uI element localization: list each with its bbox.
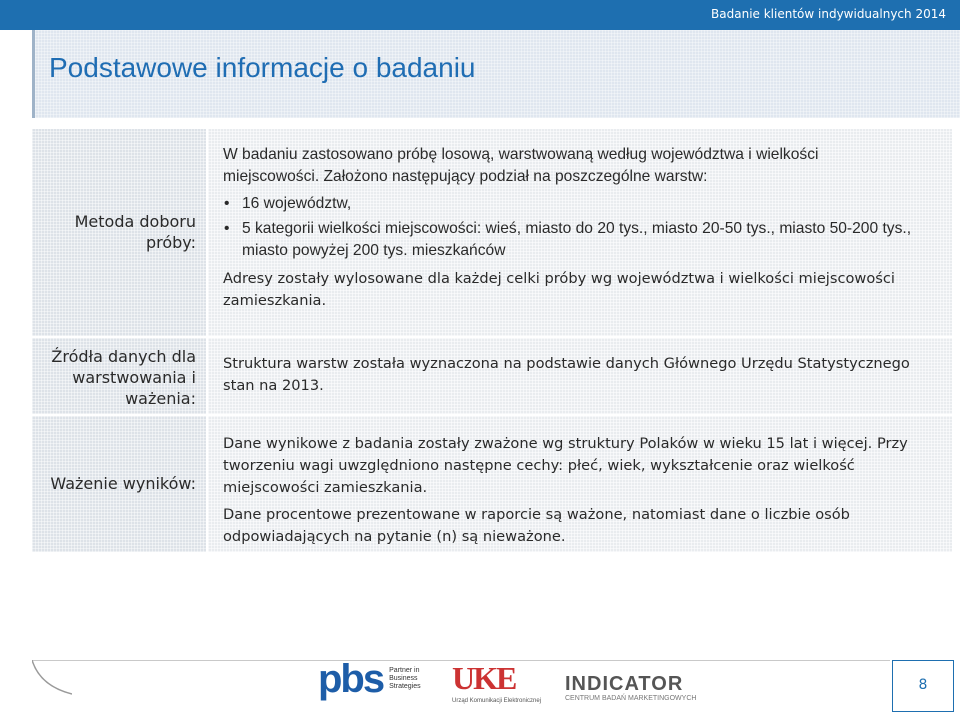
row-label-sampling-method: Metoda doboru próby: [74,212,196,252]
indicator-logo [565,673,696,702]
pbs-logo [318,658,437,700]
strata-list [223,193,913,262]
row-divider [32,414,952,416]
list-item: • 5 kategorii wielkości miejscowości: wieś, miasto do 20 tys., miasto 20-50 tys., miasto 50-200 tys., miasto powyżej 200 tys. mieszkańców [223,218,913,262]
top-bar [0,0,960,30]
row-divider [32,336,952,338]
sampling-method-content [223,144,913,312]
title-accent [32,30,35,118]
sampling-note: Adresy zostały wylosowane dla każdej celki próby wg województwa i wielkości miejscowości zamieszkania. [223,270,895,309]
uke-logo [452,660,542,708]
weighting-content [223,433,923,548]
data-sources-content: Struktura warstw została wyznaczona na podstawie danych Głównego Urzędu Statystycznego stan na 2013. [223,355,910,394]
footer-curve-decoration [32,660,72,700]
uke-logo-tagline: Urząd Komunikacji Elektronicznej [452,698,542,704]
pbs-logo-mark: pbs [318,656,384,701]
weighting-paragraph: Dane wynikowe z badania zostały zważone wg struktury Polaków w wieku 15 lat i więcej. Przy tworzeniu wagi uwzględniono następne cechy: płeć, wiek, wykształcenie oraz wielkość miejscowości zamieszkania. [223,435,908,496]
sampling-intro: W badaniu zastosowano próbę losową, warstwowaną według województwa i wielkości miejscowości. Założono następujący podział na poszczególne warstw: [223,146,819,185]
indicator-logo-mark: INDICATOR [565,673,684,695]
row-label-data-sources: Źródła danych dla warstwowania i ważenia: [51,347,196,408]
weighting-paragraph: Dane procentowe prezentowane w raporcie są ważone, natomiast dane o liczbie osób odpowiadających na pytanie (n) są nieważone. [223,506,850,545]
slide-title: Podstawowe informacje o badaniu [49,52,476,83]
uke-logo-mark: UKE [452,660,516,696]
report-title: Badanie klientów indywidualnych 2014 [711,7,946,21]
page-number: 8 [918,677,928,693]
indicator-logo-tagline: CENTRUM BADAŃ MARKETINGOWYCH [565,695,697,702]
pbs-logo-tagline: Partner in Business Strategies [389,667,421,690]
page-number-box [892,660,954,712]
list-item: • 16 województw, [223,193,913,215]
row-label-weighting: Ważenie wyników: [50,474,196,493]
